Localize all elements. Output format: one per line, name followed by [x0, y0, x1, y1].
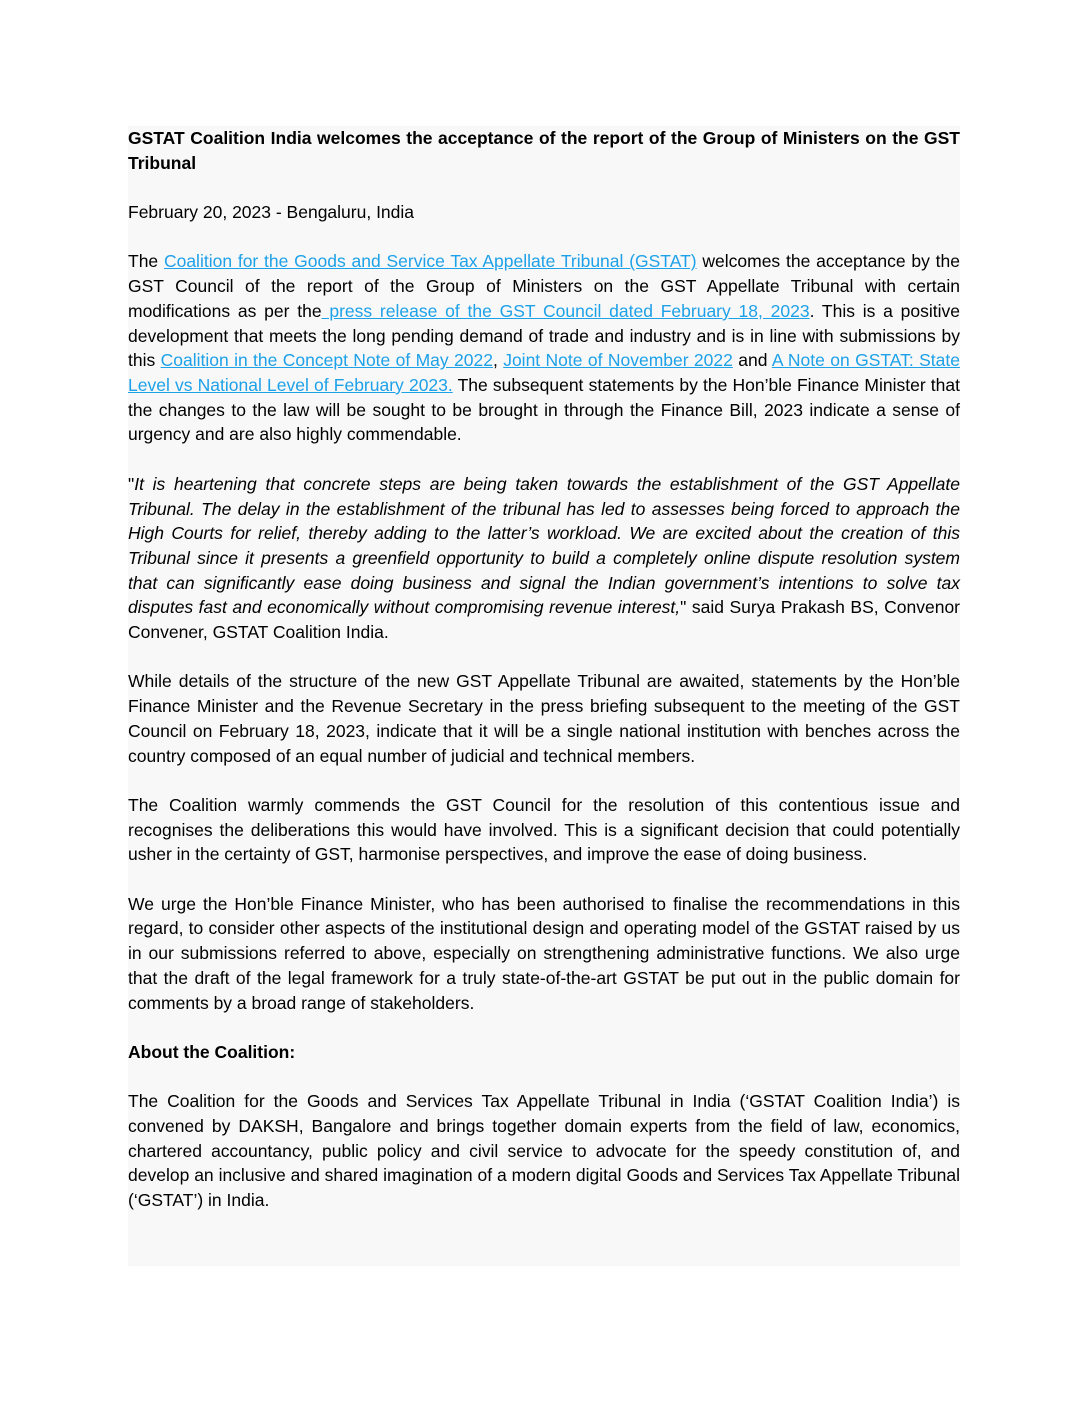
coalition-link[interactable]: Coalition for the Goods and Service Tax Appellate Tribunal (GSTAT)	[163, 251, 697, 272]
dateline: February 20, 2023 - Bengaluru, India	[128, 202, 415, 223]
intro-paragraph	[128, 249, 960, 447]
press-release-link[interactable]: press release of the GST Council dated February 18, 2023	[321, 300, 810, 321]
intro-text-4: ,	[492, 350, 504, 371]
quote-attribution: " said Surya Prakash BS, Convenor Convener, GSTAT Coalition India.	[128, 597, 961, 643]
concept-note-link[interactable]: Coalition in the Concept Note of May 2022	[160, 350, 493, 371]
structure-paragraph: While details of the structure of the new GST Appellate Tribunal are awaited, statements by the Hon’ble Finance Minister and the Revenue Secretary in the press briefing subsequent to the meeting of the GST Council on February 18, 2023, indicate that it will be a single national institution with benches across the country composed of an equal number of judicial and technical members.	[128, 671, 960, 766]
press-release-body	[128, 126, 960, 1266]
open-quote-mark: "	[128, 473, 135, 494]
press-release-title: GSTAT Coalition India welcomes the acceptance of the report of the Group of Ministers on the GST Tribunal	[128, 128, 960, 173]
joint-note-link[interactable]: Joint Note of November 2022	[503, 350, 733, 371]
intro-text-5: and	[732, 350, 772, 371]
commendation-paragraph: The Coalition warmly commends the GST Council for the resolution of this contentious issue and recognises the deliberations this would have involved. This is a significant decision that could potentially usher in the certainty of GST, harmonise perspectives, and improve the ease of doing business.	[128, 794, 960, 865]
convenor-quote: It is heartening that concrete steps are being taken towards the establishment of the GST Appellate Tribunal. The delay in the establishment of the tribunal has led to assesses being forced to approach the High Courts for relief, thereby adding to the latter’s workload. We are excited about the creation of this Tribunal since it presents a greenfield opportunity to build a completely online dispute resolution system that can significantly ease doing business and signal the Indian government’s intentions to solve tax disputes fast and economically without compromising revenue interest,	[128, 473, 960, 618]
quote-paragraph	[128, 472, 960, 645]
about-paragraph: The Coalition for the Goods and Services Tax Appellate Tribunal in India (‘GSTAT Coalition India’) is convened by DAKSH, Bangalore and brings together domain experts from the field of law, economics, chartered accountancy, public policy and civil service to advocate for the speedy constitution of, and develop an inclusive and shared imagination of a modern digital Goods and Services Tax Appellate Tribunal (‘GSTAT’) in India.	[128, 1091, 960, 1211]
state-vs-national-note-link[interactable]: A Note on GSTAT: State Level vs National Level of February 2023.	[128, 350, 960, 395]
intro-text-3: . This is a positive development that meets the long pending demand of trade and industry and is in line with submissions by this	[128, 300, 961, 371]
intro-text-6: The subsequent statements by the Hon’ble Finance Minister that the changes to the law will be sought to be brought in through the Finance Bill, 2023 indicate a sense of urgency and are also highly commendable.	[128, 375, 960, 445]
intro-text-1: The	[128, 251, 164, 272]
about-heading: About the Coalition:	[128, 1041, 296, 1062]
intro-text-2: welcomes the acceptance by the GST Council of the report of the Group of Ministers on the GST Appellate Tribunal with certain modifications as per the	[128, 251, 960, 321]
urge-paragraph: We urge the Hon’ble Finance Minister, who has been authorised to finalise the recommendations in this regard, to consider other aspects of the institutional design and operating model of the GSTAT raised by us in our submissions referred to above, especially on strengthening administrative functions. We also urge that the draft of the legal framework for a truly state-of-the-art GSTAT be put out in the public domain for comments by a broad range of stakeholders.	[128, 893, 960, 1013]
